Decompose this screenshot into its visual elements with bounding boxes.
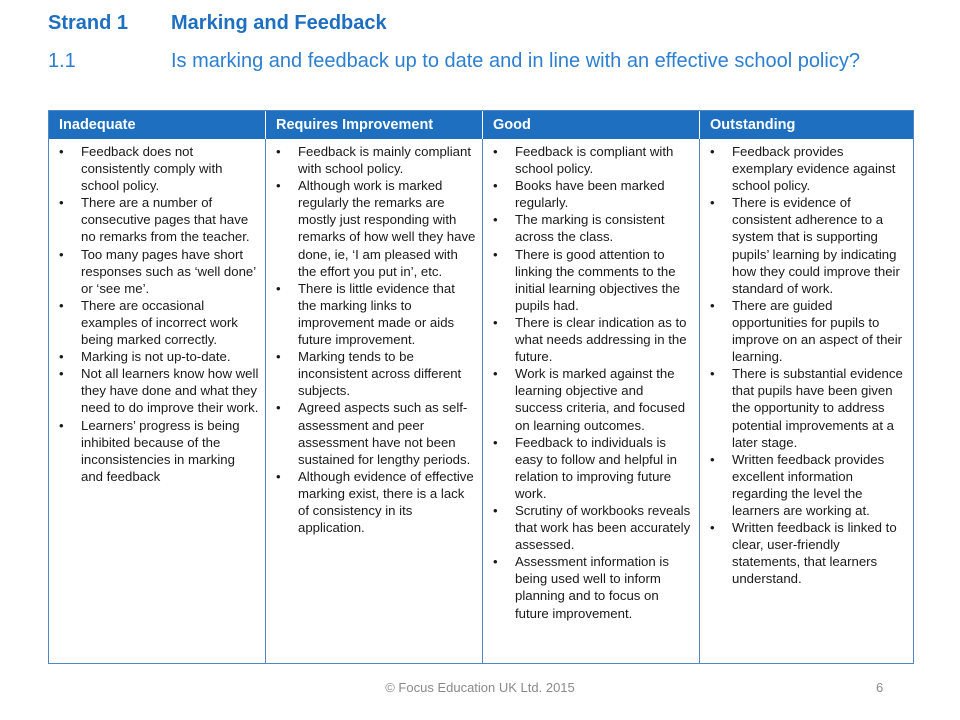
criteria-item: • Although work is marked regularly the remarks are mostly just responding with remarks of how well they have done, ie, ‘I am pleased with the effort you put in’, etc. [274, 177, 476, 280]
header-inadequate: Inadequate [59, 117, 136, 133]
criteria-item: • Written feedback provides excellent information regarding the level the learners are working at. [708, 451, 907, 519]
column-requires-improvement [266, 139, 482, 663]
criteria-item: • Scrutiny of workbooks reveals that work has been accurately assessed. [491, 502, 693, 553]
criteria-item: • Feedback to individuals is easy to follow and helpful in relation to improving future work. [491, 434, 693, 502]
question-text: Is marking and feedback up to date and in line with an effective school policy? [171, 50, 860, 72]
criteria-item: • Although evidence of effective marking exist, there is a lack of consistency in its application. [274, 468, 476, 536]
header-divider [265, 111, 266, 139]
column-outstanding [700, 139, 913, 663]
criteria-item: • There is good attention to linking the comments to the initial learning objectives the pupils had. [491, 246, 693, 314]
rubric-header-row [49, 111, 913, 139]
criteria-item: • There are guided opportunities for pupils to improve on an aspect of their learning. [708, 297, 907, 365]
bullet-list [57, 143, 259, 485]
column-good [483, 139, 699, 663]
criteria-item: • Feedback is compliant with school policy. [491, 143, 693, 177]
criteria-item: • The marking is consistent across the class. [491, 211, 693, 245]
criteria-item: • Written feedback is linked to clear, user-friendly statements, that learners understand. [708, 519, 907, 587]
question-number: 1.1 [48, 50, 76, 72]
criteria-item: • Agreed aspects such as self-assessment and peer assessment have not been sustained for lengthy periods. [274, 399, 476, 467]
header-requires-improvement: Requires Improvement [276, 117, 434, 133]
criteria-item: • Work is marked against the learning objective and success criteria, and focused on learning outcomes. [491, 365, 693, 433]
criteria-item: • Marking is not up-to-date. [57, 348, 259, 365]
criteria-item: • Feedback is mainly compliant with school policy. [274, 143, 476, 177]
criteria-item: • There is little evidence that the marking links to improvement made or aids future improvement. [274, 280, 476, 348]
bullet-list [491, 143, 693, 622]
criteria-item: • There are a number of consecutive pages that have no remarks from the teacher. [57, 194, 259, 245]
strand-title: Marking and Feedback [171, 12, 387, 34]
criteria-item: • Learners’ progress is being inhibited because of the inconsistencies in marking and feedback [57, 417, 259, 485]
strand-number: Strand 1 [48, 12, 129, 34]
criteria-item: • Assessment information is being used well to inform planning and to focus on future improvement. [491, 553, 693, 621]
header-divider [699, 111, 700, 139]
criteria-item: • There is evidence of consistent adherence to a system that is supporting pupils’ learning by indicating how they could improve their standard of work. [708, 194, 907, 297]
page-number: 6 [876, 680, 884, 695]
criteria-item: • Feedback does not consistently comply with school policy. [57, 143, 259, 194]
strand-heading [48, 12, 928, 40]
criteria-item: • Books have been marked regularly. [491, 177, 693, 211]
criteria-item: • Too many pages have short responses such as ‘well done’ or ‘see me’. [57, 246, 259, 297]
criteria-item: • There is clear indication as to what needs addressing in the future. [491, 314, 693, 365]
header-divider [482, 111, 483, 139]
criteria-item: • There are occasional examples of incorrect work being marked correctly. [57, 297, 259, 348]
criteria-item: • There is substantial evidence that pupils have been given the opportunity to address potential improvements at a later stage. [708, 365, 907, 450]
footer-copyright: © Focus Education UK Ltd. 2015 [385, 680, 575, 695]
header-outstanding: Outstanding [710, 117, 796, 133]
column-inadequate [49, 139, 265, 663]
criteria-item: • Feedback provides exemplary evidence against school policy. [708, 143, 907, 194]
criteria-item: • Marking tends to be inconsistent across different subjects. [274, 348, 476, 399]
bullet-list [274, 143, 476, 536]
bullet-list [708, 143, 907, 587]
criteria-item: • Not all learners know how well they have done and what they need to do improve their work. [57, 365, 259, 416]
rubric-table [48, 110, 914, 664]
header-good: Good [493, 117, 531, 133]
